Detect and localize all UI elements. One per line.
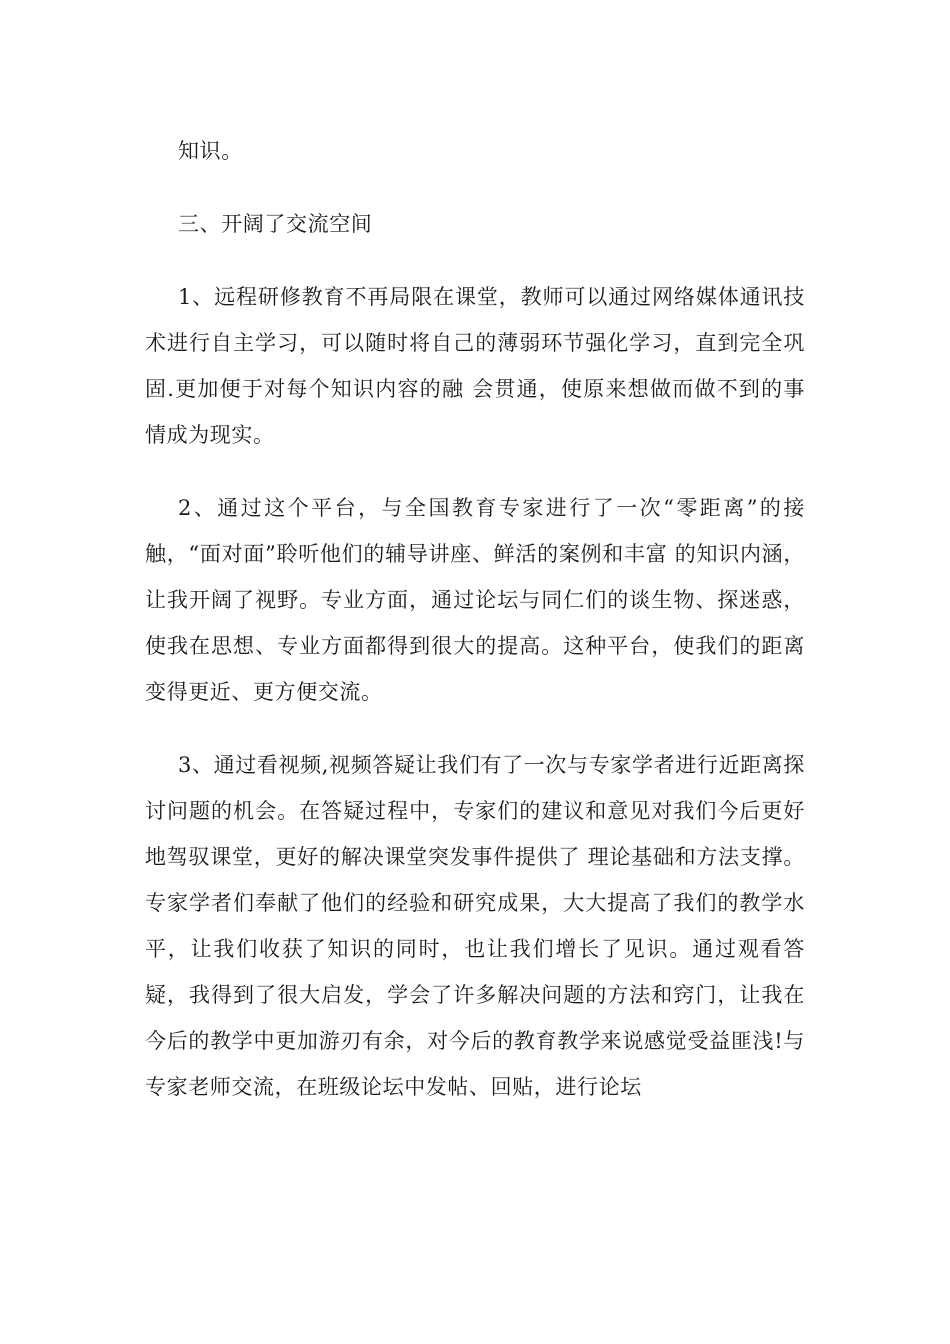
document-body <box>145 128 805 1110</box>
paragraph-item-1: 1、远程研修教育不再局限在课堂，教师可以通过网络媒体通讯技术进行自主学习，可以随时将自己的薄弱环节强化学习，直到完全巩固.更加便于对每个知识内容的融 会贯通，使原来想做而做不到的事情成为现实。 <box>145 285 805 447</box>
paragraph-continuation: 知识。 <box>178 139 243 163</box>
paragraph-item-3: 3、通过看视频,视频答疑让我们有了一次与专家学者进行近距离探讨问题的机会。在答疑过程中，专家们的建议和意见对我们今后更好地驾驭课堂，更好的解决课堂突发事件提供了 理论基础和方法支撑。专家学者们奉献了他们的经验和研究成果，大大提高了我们的教学水平，让我们收获了知识的同时，也让我们增长了见识。通过观看答疑，我得到了很大启发，学会了许多解决问题的方法和窍门，让我在今后的教学中更加游刃有余，对今后的教育教学来说感觉受益匪浅!与专家老师交流，在班级论坛中发帖、回贴，进行论坛 <box>145 753 805 1099</box>
section-heading: 三、开阔了交流空间 <box>178 212 373 236</box>
paragraph-item-2: 2、通过这个平台，与全国教育专家进行了一次“零距离”的接触，“面对面”聆听他们的辅导讲座、鲜活的案例和丰富 的知识内涵，让我开阔了视野。专业方面，通过论坛与同仁们的谈生物、探迷惑，使我在思想、专业方面都得到很大的提高。这种平台，使我们的距离变得更近、更方便交流。 <box>145 496 805 704</box>
